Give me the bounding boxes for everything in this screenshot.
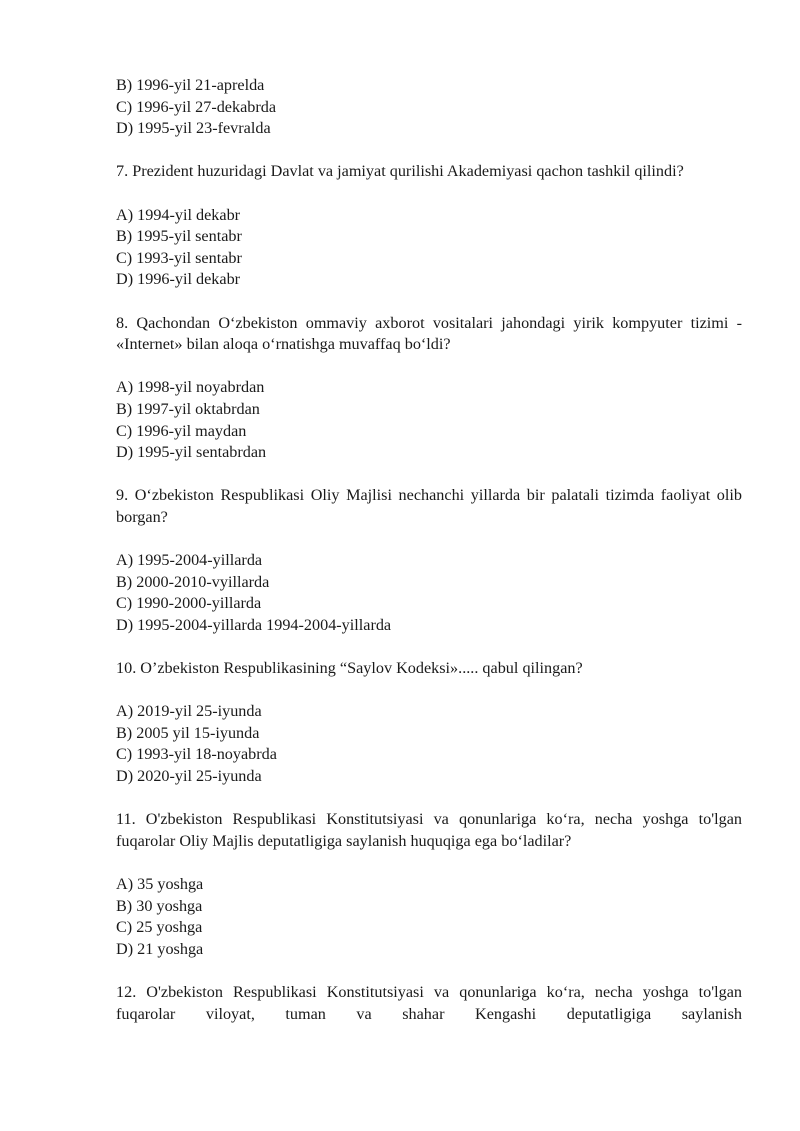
question-8	[116, 313, 742, 464]
document-page	[116, 75, 742, 1025]
option-d: D) 1995-yil sentabrdan	[116, 443, 267, 462]
question-9	[116, 485, 742, 636]
option-c: C) 25 yoshga	[116, 918, 203, 937]
option-d: D) 1995-yil 23-fevralda	[116, 119, 271, 138]
question-7	[116, 161, 742, 291]
leading-options	[116, 75, 742, 140]
option-b: B) 2000-2010-vyillarda	[116, 572, 270, 591]
option-a: A) 1995-2004-yillarda	[116, 551, 263, 570]
question-text: 12. O'zbekiston Respublikasi Konstitutsiyasi va qonunlariga koʻra, necha yoshga to'lgan fuqarolar viloyat, tuman va shahar Kengashi deputatligiga saylanish	[116, 982, 742, 1023]
option-b: B) 2005 yil 15-iyunda	[116, 723, 260, 742]
question-text: 11. O'zbekiston Respublikasi Konstitutsiyasi va qonunlariga koʻra, necha yoshga to'lgan fuqarolar Oliy Majlis deputatligiga saylanish huquqiga ega boʻladilar?	[116, 810, 742, 850]
option-a: A) 1994-yil dekabr	[116, 205, 241, 224]
question-12	[116, 982, 742, 1025]
option-a: A) 2019-yil 25-iyunda	[116, 702, 262, 721]
option-c: C) 1993-yil 18-noyabrda	[116, 745, 277, 764]
option-a: A) 35 yoshga	[116, 874, 204, 893]
option-d: D) 1996-yil dekabr	[116, 270, 241, 289]
option-b: B) 1997-yil oktabrdan	[116, 399, 260, 418]
option-d: D) 1995-2004-yillarda 1994-2004-yillarda	[116, 615, 392, 634]
option-b: B) 1995-yil sentabr	[116, 227, 242, 246]
option-c: C) 1996-yil maydan	[116, 421, 247, 440]
option-c: C) 1996-yil 27-dekabrda	[116, 97, 277, 116]
option-d: D) 21 yoshga	[116, 939, 204, 958]
question-10	[116, 658, 742, 788]
option-d: D) 2020-yil 25-iyunda	[116, 767, 262, 785]
question-text: 8. Qachondan Oʻzbekiston ommaviy axborot vositalari jahondagi yirik kompyuter tizimi - «Internet» bilan aloqa oʻrnatishga muvaffaq boʻldi?	[116, 313, 742, 354]
question-11	[116, 809, 742, 960]
option-c: C) 1993-yil sentabr	[116, 248, 242, 267]
option-a: A) 1998-yil noyabrdan	[116, 378, 265, 397]
question-text: 9. Oʻzbekiston Respublikasi Oliy Majlisi nechanchi yillarda bir palatali tizimda faoliyat olib borgan?	[116, 486, 742, 526]
question-text: 10. O’zbekiston Respublikasining “Saylov Kodeksi»..... qabul qilingan?	[116, 659, 583, 678]
question-text: 7. Prezident huzuridagi Davlat va jamiyat qurilishi Akademiyasi qachon tashkil qilindi?	[116, 162, 684, 181]
option-b: B) 30 yoshga	[116, 896, 203, 915]
option-b: B) 1996-yil 21-aprelda	[116, 76, 265, 94]
option-c: C) 1990-2000-yillarda	[116, 594, 262, 613]
